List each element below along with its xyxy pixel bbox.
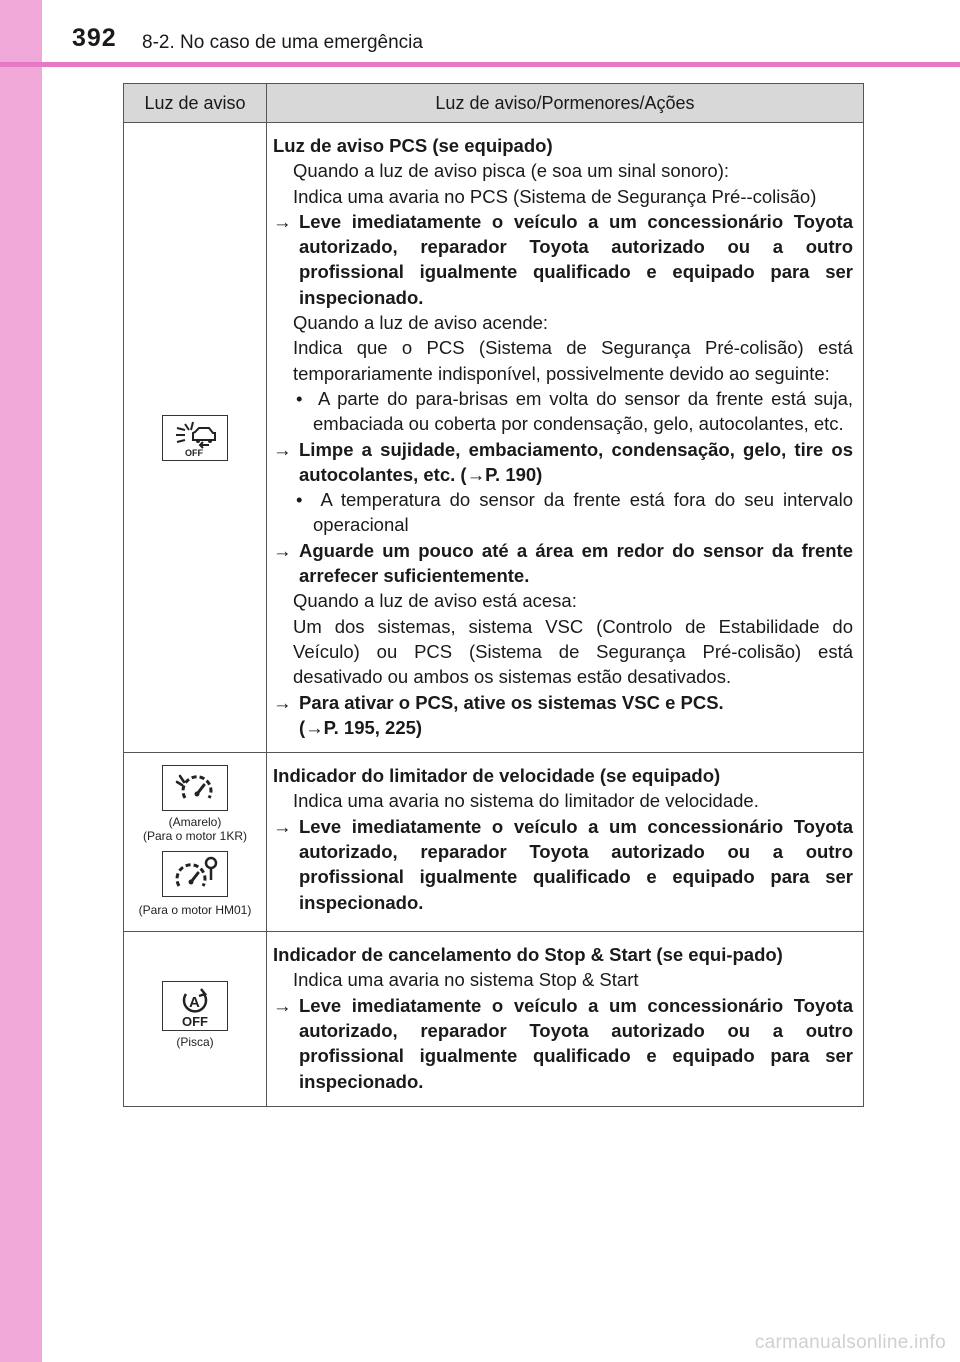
table-row (124, 753, 864, 932)
pcs-icon-label: OFF (185, 447, 203, 458)
arrow-icon: → (466, 463, 486, 485)
pcs-lit-heading: Quando a luz de aviso está acesa: (293, 590, 577, 612)
pcs-on-heading: Quando a luz de aviso acende: (293, 312, 549, 334)
pcs-action-1: → Limpe a sujidade, embaciamento, condensação, gelo, tire os autocolantes, etc. (→P. 190) (273, 438, 853, 485)
pcs-action-2: → Aguarde um pouco até a área em redor do sensor da frente arrefecer suficientemente. (273, 539, 853, 587)
stop-start-off-icon (162, 981, 228, 1031)
stopstart-details-cell (267, 932, 864, 1107)
speed-limiter-icon (162, 765, 228, 811)
bullet-icon: • (296, 387, 303, 409)
warning-lights-table (123, 83, 864, 1107)
speed-details-cell (267, 753, 864, 932)
pcs-on-text: Indica que o PCS (Sistema de Segurança Pré-colisão) está temporariamente indisponível, possivelmente devido ao seguinte: (293, 337, 853, 384)
stopstart-action: → Leve imediatamente o veículo a um concessionário Toyota autorizado, reparador Toyota autorizado ou a outro profissional igualmente qualificado e equipado para ser inspecionado. (273, 994, 853, 1092)
stopstart-text: Indica uma avaria no sistema Stop & Start (293, 969, 639, 991)
pcs-blink-text: Indica uma avaria no PCS (Sistema de Segurança Pré--colisão) (293, 185, 817, 207)
side-color-strip (0, 0, 42, 1362)
pcs-bullet-1: • A parte do para-brisas em volta do sensor da frente está suja, embaciada ou coberta por condensação, gelo, autocolantes, etc. (296, 387, 854, 435)
arrow-icon: → (273, 539, 292, 561)
col-header-details: Luz de aviso/Pormenores/Ações (267, 84, 864, 123)
pcs-warning-icon (162, 415, 228, 461)
stop-start-icon-letter: A (189, 994, 200, 1012)
speed-limiter-alt-icon (162, 851, 228, 897)
page-number: 392 (72, 24, 117, 52)
pcs-icon-cell (124, 123, 267, 753)
pcs-blink-heading: Quando a luz de aviso pisca (e soa um sinal sonoro): (293, 160, 730, 182)
page-reference-link[interactable]: P. 195, 225) (323, 716, 423, 738)
stop-start-icon-label: OFF (182, 1014, 208, 1029)
pcs-title: Luz de aviso PCS (se equipado) (273, 135, 553, 156)
pcs-blink-action: → Leve imediatamente o veículo a um concessionário Toyota autorizado, reparador Toyota autorizado ou a outro profissional igualmente qualificado e equipado para ser inspecionado. (273, 210, 853, 308)
stopstart-title: Indicador de cancelamento do Stop & Start (se equi-pado) (273, 944, 783, 966)
col-header-warning-light: Luz de aviso (124, 84, 267, 123)
table-row (124, 123, 864, 753)
table-header-row (124, 84, 864, 123)
speed-title: Indicador do limitador de velocidade (se equipado) (273, 765, 721, 787)
speed-caption-1: (Amarelo) (Para o motor 1KR) (142, 815, 248, 844)
arrow-icon: → (273, 438, 292, 460)
arrow-icon: → (273, 210, 292, 232)
stopstart-caption: (Pisca) (176, 1035, 214, 1050)
watermark: carmanualsonline.info (754, 1332, 946, 1353)
speed-text: Indica uma avaria no sistema do limitador de velocidade. (293, 790, 759, 812)
arrow-icon: → (305, 716, 324, 738)
header-rule (0, 62, 960, 67)
pcs-action-3: → Para ativar o PCS, ative os sistemas VSC e PCS. (→P. 195, 225) (273, 691, 724, 738)
arrow-icon: → (273, 994, 292, 1016)
speed-caption-2: (Para o motor HM01) (138, 903, 252, 918)
table-row (124, 932, 864, 1107)
pcs-bullet-2: • A temperatura do sensor da frente está fora do seu intervalo operacional (296, 489, 853, 536)
page-reference-link[interactable]: P. 190) (485, 463, 543, 485)
speed-action: → Leve imediatamente o veículo a um concessionário Toyota autorizado, reparador Toyota autorizado ou a outro profissional igualmente qualificado e equipado para ser inspecionado. (273, 815, 853, 913)
section-title: 8-2. No caso de uma emergência (142, 32, 423, 53)
bullet-icon: • (296, 489, 303, 511)
pcs-lit-text: Um dos sistemas, sistema VSC (Controlo de Estabilidade do Veículo) ou PCS (Sistema de Segurança Pré-colisão) está desativado ou ambos os sistemas estão desativados. (293, 615, 853, 688)
speed-icon-cell (124, 753, 267, 932)
stopstart-icon-cell (124, 932, 267, 1107)
arrow-icon: → (273, 815, 292, 837)
arrow-icon: → (273, 691, 292, 713)
pcs-details-cell (267, 123, 864, 753)
